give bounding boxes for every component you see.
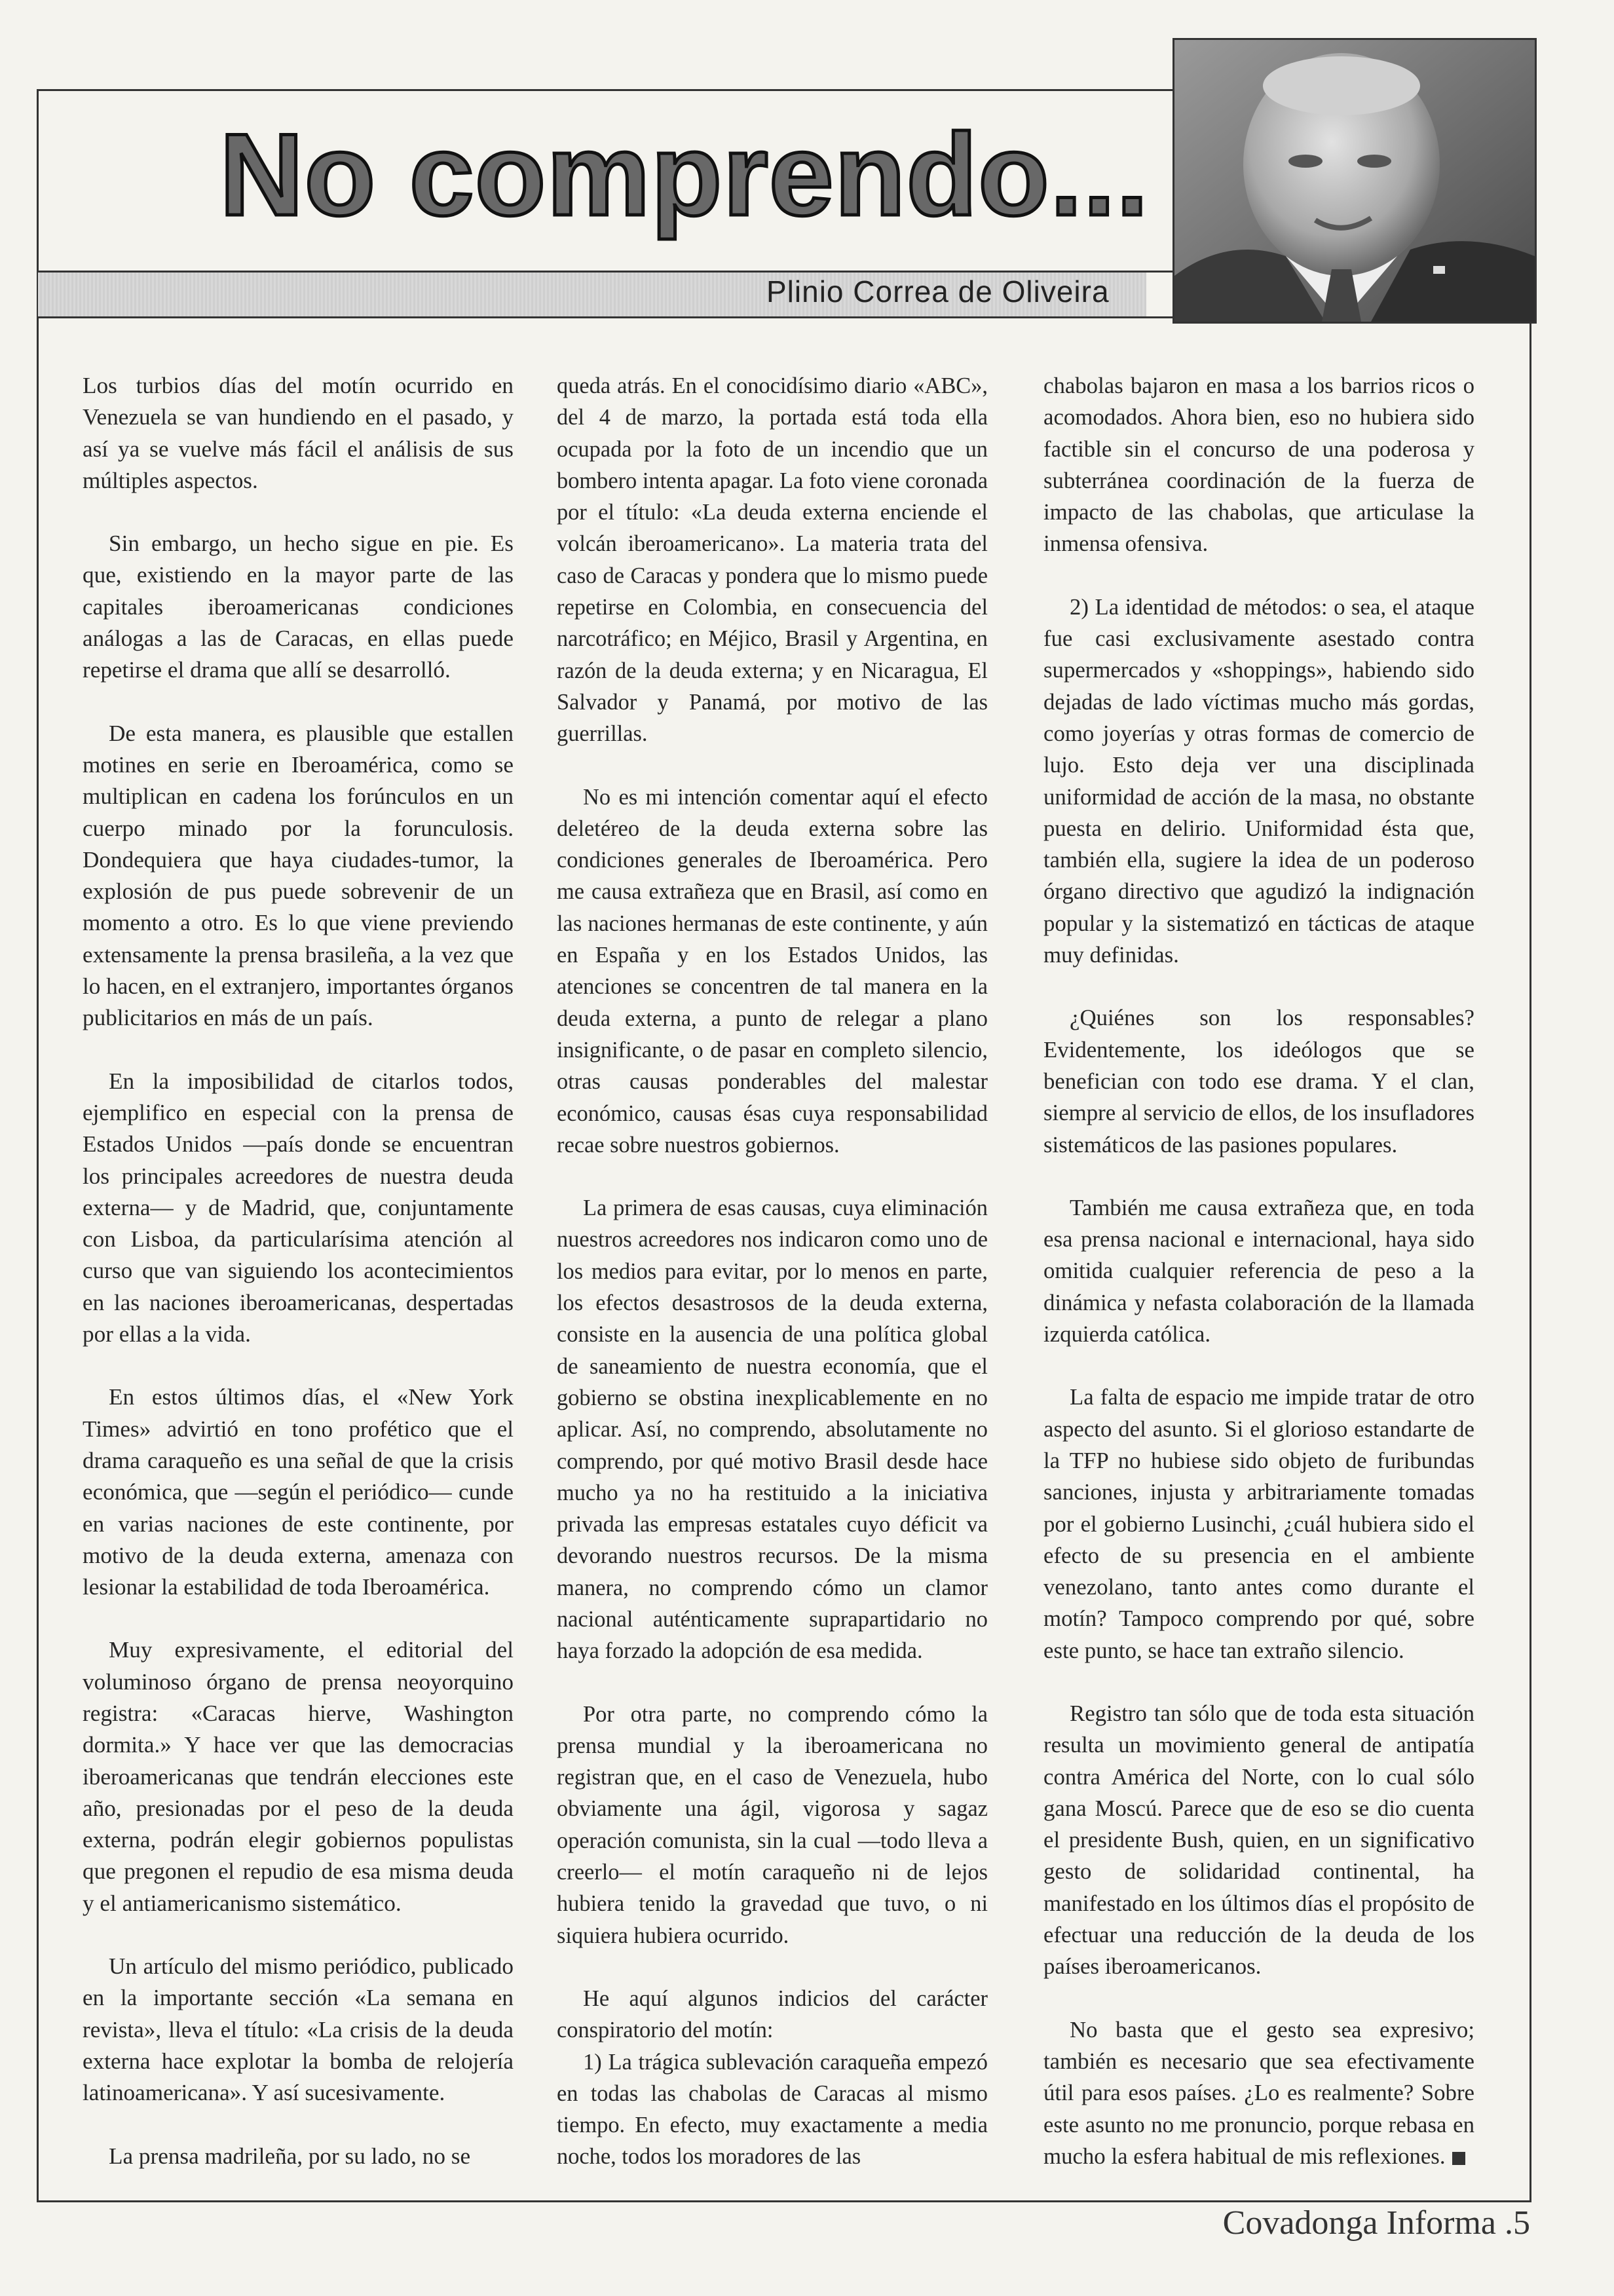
paragraph: Sin embargo, un hecho sigue en pie. Es que, existiendo en la mayor parte de las capitales iberoamericanas condiciones análogas a las de Caracas, en ellas puede repetirse el drama que allí se desarrolló. [83, 531, 514, 683]
paragraph: Muy expresivamente, el editorial del voluminoso órgano de prensa neoyorquino registra: «Caracas hierve, Washington dormita.» Y hace ver que las democracias iberoamericanas que tendrán elecciones este año, presionadas por el peso de la deuda externa, podrán elegir gobiernos populistas que pregonen el repudio de esa misma deuda y el antiamericanismo sistemático. [83, 1637, 514, 1916]
paragraph: En la imposibilidad de citarlos todos, ejemplifico en especial con la prensa de Estados Unidos —país donde se encuentran los principales acreedores de nuestra deuda externa— y de Madrid, que, conjuntamente con Lisboa, da particularísima atención al curso que van siguiendo los acontecimientos en las naciones iberoamericanas, despertadas por ellas a la vida. [83, 1068, 514, 1347]
paragraph: Por otra parte, no comprendo cómo la prensa mundial y la iberoamericana no registran que, en el caso de Venezuela, hubo obviamente una ágil, vigorosa y sagaz operación comunista, sin la cual —todo lleva a creerlo— el motín caraqueño ni de lejos hubiera tenido la gravedad que tuvo, o ni siquiera hubiera ocurrido. [557, 1701, 988, 1948]
page-footer [1223, 2204, 1530, 2242]
closing-paragraph-text: No basta que el gesto sea expresivo; también es necesario que sea efectivamente útil para esos países. ¿Lo es realmente? Sobre este asunto no me pronuncio, porque rebasa en mucho la esfera habitual de mis reflexiones. [1043, 2016, 1474, 2169]
author-name: Plinio Correa de Oliveira [766, 274, 1110, 309]
paragraph: No es mi intención comentar aquí el efecto deletéreo de la deuda externa sobre las condiciones generales de Iberoamérica. Pero me causa extrañeza que en Brasil, así como en las naciones hermanas de este continente, y aún en España y en los Estados Unidos, las atenciones se concentren de tal manera en la deuda externa, a punto de relegar a plano insignificante, o de pasar en completo silencio, otras causas ponderables del malestar económico, causas ésas cuya responsabilidad recae sobre nuestros gobiernos. [557, 784, 988, 1157]
article-column-2 [557, 370, 988, 2173]
paragraph: He aquí algunos indicios del carácter conspiratorio del motín: [557, 1985, 988, 2043]
header-bottom-rule [37, 316, 1174, 318]
paragraph: También me causa extrañeza que, en toda esa prensa nacional e internacional, haya sido omitida cualquier referencia de peso a la dinámica y nefasta colaboración de la llamada izquierda católica. [1043, 1194, 1474, 1347]
paragraph: Los turbios días del motín ocurrido en Venezuela se van hundiendo en el pasado, y así ya se vuelve más fácil el análisis de sus múltiples aspectos. [83, 373, 514, 493]
publication-name: Covadonga Informa [1222, 2204, 1496, 2242]
paragraph: chabolas bajaron en masa a los barrios ricos o acomodados. Ahora bien, eso no hubiera sido factible sin el concurso de una poderosa y subterránea coordinación de la fuerza de impacto de las chabolas, que articulase la inmensa ofensiva. [1043, 373, 1474, 557]
author-photo [1173, 38, 1537, 324]
article-column-1 [83, 370, 514, 2172]
paragraph: La falta de espacio me impide tratar de otro aspecto del asunto. Si el glorioso estandarte de la TFP no hubiese sido objeto de furibundas sanciones, injusta y arbitrariamente tomadas por el gobierno Lusinchi, ¿cuál hubiera sido el efecto de su presencia en el ambiente venezolano, tanto antes como durante el motín? Tampoco comprendo por qué, sobre este punto, se hace tan extraño silencio. [1043, 1384, 1474, 1663]
paragraph [1043, 2014, 1474, 2172]
end-of-article-mark [1452, 2152, 1465, 2165]
paragraph: La prensa madrileña, por su lado, no se [109, 2143, 471, 2169]
paragraph: 1) La trágica sublevación caraqueña empezó en todas las chabolas de Caracas al mismo tiempo. En efecto, muy exactamente a media noche, todos los moradores de las [557, 2049, 988, 2170]
page-number: .5 [1505, 2204, 1530, 2242]
author-portrait-image [1174, 40, 1535, 322]
article-title: No comprendo... [219, 109, 1150, 240]
header-top-rule [37, 271, 1174, 273]
paragraph: En estos últimos días, el «New York Times» advirtió en tono profético que el drama caraqueño es una señal de que la crisis económica, que —según el periódico— cunde en varias naciones de este continente, por motivo de la deuda externa, amenaza con lesionar la estabilidad de toda Iberoamérica. [83, 1384, 514, 1600]
paragraph: Un artículo del mismo periódico, publicado en la importante sección «La semana en revista», lleva el título: «La crisis de la deuda externa hace explotar la bomba de relojería latinoamericana». Y así sucesivamente. [83, 1953, 514, 2106]
paragraph: ¿Quiénes son los responsables? Evidentemente, los ideólogos que se benefician con todo ese drama. Y el clan, siempre al servicio de ellos, de los insufladores sistemáticos de las pasiones populares. [1043, 1005, 1474, 1157]
article-column-3 [1043, 370, 1474, 2172]
paragraph: queda atrás. En el conocidísimo diario «ABC», del 4 de marzo, la portada está toda ella ocupada por la foto de un incendio que un bombero intenta apagar. La foto viene coronada por el título: «La deuda externa enciende el volcán iberoamericano». La materia trata del caso de Caracas y pondera que lo mismo puede repetirse en Colombia, en consecuencia del narcotráfico; en Méjico, Brasil y Argentina, en razón de la deuda externa; y en Nicaragua, El Salvador y Panamá, por motivo de las guerrillas. [557, 373, 988, 747]
paragraph: Registro tan sólo que de toda esta situación resulta un movimiento general de antipatía contra América del Norte, con lo cual sólo gana Moscú. Parece que de eso se dio cuenta el presidente Bush, quien, en un significativo gesto de solidaridad continental, ha manifestado en los últimos días el propósito de efectuar una reducción de la deuda de los países iberoamericanos. [1043, 1700, 1474, 1980]
paragraph: 2) La identidad de métodos: o sea, el ataque fue casi exclusivamente asestado contra supermercados y «shoppings», habiendo sido dejadas de lado víctimas mucho más gordas, como joyerías y otras formas de comercio de lujo. Esto deja ver una disciplinada uniformidad de acción de la masa, no obstante puesta en delirio. Uniformidad ésta que, también ella, sugiere la idea de un poderoso órgano directivo que agudizó la indignación popular y la sistematizó en tácticas de ataque muy definidas. [1043, 593, 1474, 968]
paragraph: De esta manera, es plausible que estallen motines en serie en Iberoamérica, como se multiplican en cadena los forúnculos en un cuerpo minado por la forunculosis. Dondequiera que haya ciudades-tumor, la explosión de pus puede sobrevenir de un momento a otro. Es lo que viene previendo extensamente la prensa brasileña, a la vez que lo hacen, en el extranjero, importantes órganos publicitarios en más de un país. [83, 720, 514, 1031]
paragraph: La primera de esas causas, cuya eliminación nuestros acreedores nos indicaron como uno de los medios para evitar, por lo menos en parte, los efectos desastrosos de la deuda externa, consiste en la ausencia de una política global de saneamiento de nuestra economía, que el gobierno se obstina inexplicablemente en no aplicar. Así, no comprendo, absolutamente no comprendo, por qué motivo Brasil desde hace mucho ya no ha restituido a la iniciativa privada las empresas estatales cuyo déficit va devorando nuestros recursos. De la misma manera, no comprendo cómo un clamor nacional auténticamente suprapartidario no haya forzado la adopción de esa medida. [557, 1195, 988, 1664]
